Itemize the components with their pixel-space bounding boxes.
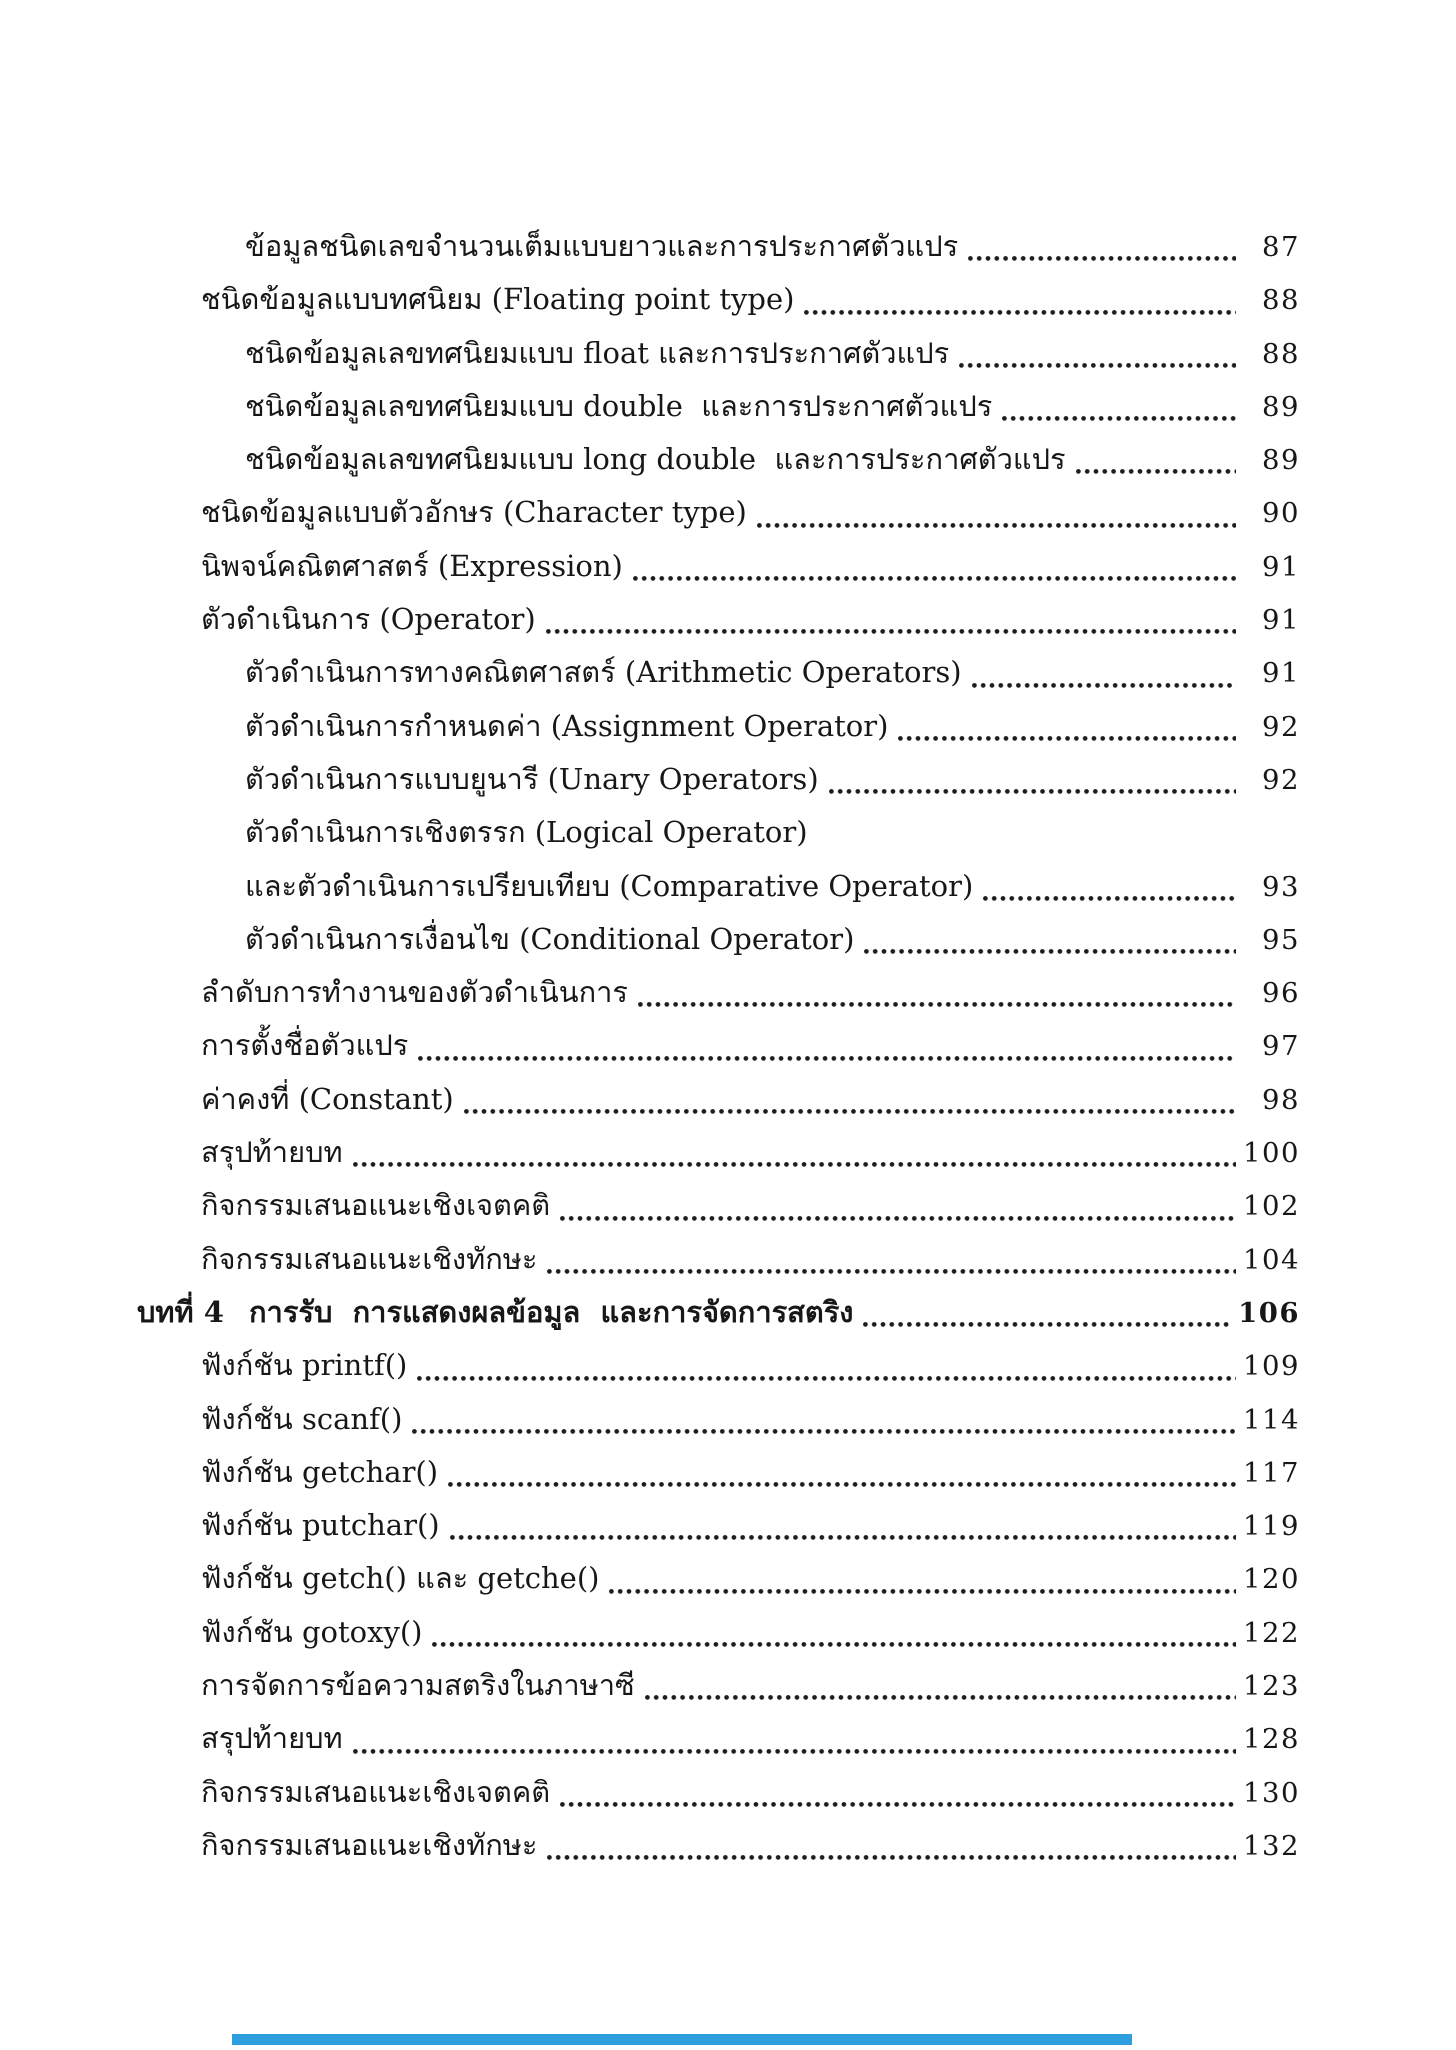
toc-entry-label: และตัวดำเนินการเปรียบเทียบ (Comparative Operator): [245, 868, 974, 903]
toc-entry-label: ตัวดำเนินการทางคณิตศาสตร์ (Arithmetic Operators): [245, 655, 962, 690]
dot-leader: [898, 736, 1236, 741]
toc-page-number: 120: [1243, 1563, 1300, 1596]
dot-leader: [547, 1269, 1236, 1274]
toc-page-number: 132: [1243, 1829, 1300, 1862]
toc-entry-label: สรุปท้ายบท: [201, 1135, 343, 1170]
toc-entry-label: สรุปท้ายบท: [201, 1721, 343, 1756]
toc-page-number: 119: [1243, 1510, 1300, 1543]
toc-page-number: 88: [1262, 284, 1300, 317]
toc-list: [137, 220, 1300, 1872]
toc-row: [137, 1819, 1300, 1872]
dot-leader: [959, 363, 1236, 368]
dot-leader: [1076, 469, 1236, 474]
toc-entry-label: ตัวดำเนินการเชิงตรรก (Logical Operator): [245, 815, 808, 850]
toc-row: [137, 1446, 1300, 1499]
toc-page-number: 87: [1262, 231, 1300, 263]
toc-page-number: 109: [1243, 1350, 1300, 1383]
toc-entry-label: ตัวดำเนินการ (Operator): [201, 602, 536, 637]
toc-page-number: 90: [1262, 497, 1300, 530]
chapter-number-label: บทที่ 4: [137, 1294, 224, 1329]
toc-page-number: 128: [1243, 1723, 1300, 1756]
toc-entry-label: กิจกรรมเสนอแนะเชิงเจตคติ: [201, 1774, 551, 1809]
dot-leader: [633, 576, 1236, 581]
dot-leader: [546, 629, 1236, 634]
dot-leader: [757, 523, 1236, 528]
dot-leader: [609, 1589, 1236, 1594]
toc-row: [137, 700, 1300, 753]
toc-row: [137, 433, 1300, 486]
toc-row: [137, 1659, 1300, 1712]
toc-row: [137, 1126, 1300, 1179]
toc-entry-label: ชนิดข้อมูลแบบตัวอักษร (Character type): [201, 495, 747, 530]
toc-page-number: 97: [1262, 1030, 1300, 1063]
toc-row: [137, 1766, 1300, 1819]
dot-leader: [547, 1855, 1236, 1860]
dot-leader: [864, 949, 1236, 954]
toc-entry-label: ชนิดข้อมูลเลขทศนิยมแบบ float และการประกาศตัวแปร: [245, 335, 950, 370]
toc-page-number: 123: [1243, 1670, 1300, 1703]
toc-entry-label: ชนิดข้อมูลแบบทศนิยม (Floating point type): [201, 282, 795, 317]
toc-entry-label: ชนิดข้อมูลเลขทศนิยมแบบ long double และการประกาศตัวแปร: [245, 442, 1066, 477]
dot-leader: [418, 1056, 1236, 1061]
toc-page-number: 130: [1243, 1776, 1300, 1809]
toc-page-number: 98: [1262, 1083, 1300, 1116]
toc-entry-label: ฟังก์ชัน putchar(): [201, 1508, 440, 1543]
toc-row: [137, 540, 1300, 593]
dot-leader: [829, 789, 1236, 794]
toc-row: [137, 1712, 1300, 1765]
toc-page-number: 92: [1262, 710, 1300, 743]
dot-leader: [353, 1162, 1236, 1167]
toc-row: [137, 1233, 1300, 1286]
dot-leader: [353, 1749, 1236, 1754]
toc-page-number: 89: [1262, 444, 1300, 477]
toc-row: [137, 1552, 1300, 1605]
toc-row: [137, 753, 1300, 806]
toc-row: [137, 220, 1300, 273]
toc-row: [137, 380, 1300, 433]
dot-leader: [638, 1002, 1236, 1007]
toc-entry-label: ฟังก์ชัน printf(): [201, 1348, 408, 1383]
toc-entry-label: กิจกรรมเสนอแนะเชิงทักษะ: [201, 1241, 538, 1276]
dot-leader: [412, 1429, 1236, 1434]
toc-page-number: 91: [1262, 550, 1300, 583]
toc-entry-label: ข้อมูลชนิดเลขจำนวนเต็มแบบยาวและการประกาศตัวแปร: [245, 229, 959, 263]
toc-row: [137, 1499, 1300, 1552]
dot-leader: [863, 1322, 1232, 1327]
toc-row: [137, 327, 1300, 380]
bottom-accent-bar: [232, 2034, 1132, 2045]
toc-entry-label: การตั้งชื่อตัวแปร: [201, 1028, 409, 1063]
toc-page-number: 88: [1262, 337, 1300, 370]
toc-row: [137, 966, 1300, 1019]
dot-leader: [972, 683, 1236, 688]
dot-leader: [432, 1642, 1236, 1647]
toc-row: [137, 646, 1300, 699]
toc-entry-label: ฟังก์ชัน getch() และ getche(): [201, 1561, 600, 1596]
dot-leader: [417, 1376, 1236, 1381]
toc-row: [137, 1339, 1300, 1392]
dot-leader: [448, 1482, 1236, 1487]
dot-leader: [983, 896, 1236, 901]
toc-row: [137, 913, 1300, 966]
toc-row: [137, 1073, 1300, 1126]
toc-entry-label: ฟังก์ชัน gotoxy(): [201, 1614, 423, 1649]
toc-entry-label: ตัวดำเนินการเงื่อนไข (Conditional Operator): [245, 921, 855, 956]
toc-row: [137, 806, 1300, 859]
toc-entry-label: ฟังก์ชัน scanf(): [201, 1401, 403, 1436]
toc-row: [137, 593, 1300, 646]
toc-page-number: 93: [1262, 870, 1300, 903]
toc-entry-label: กิจกรรมเสนอแนะเชิงเจตคติ: [201, 1188, 551, 1223]
dot-leader: [560, 1802, 1236, 1807]
toc-row: [137, 860, 1300, 913]
dot-leader: [968, 256, 1236, 261]
toc-page-number: 100: [1243, 1137, 1300, 1170]
toc-page-number: 102: [1243, 1190, 1300, 1223]
toc-row: [137, 1606, 1300, 1659]
toc-page-number: 92: [1262, 763, 1300, 796]
toc-page-number: 89: [1262, 390, 1300, 423]
toc-entry-label: ชนิดข้อมูลเลขทศนิยมแบบ double และการประกาศตัวแปร: [245, 388, 993, 423]
toc-entry-label: นิพจน์คณิตศาสตร์ (Expression): [201, 548, 623, 583]
dot-leader: [560, 1216, 1236, 1221]
dot-leader: [645, 1695, 1236, 1700]
toc-page-number: 117: [1243, 1456, 1300, 1489]
dot-leader: [1002, 416, 1236, 421]
toc-entry-label: ลำดับการทำงานของตัวดำเนินการ: [201, 975, 628, 1010]
toc-row: [137, 486, 1300, 539]
toc-entry-label: ตัวดำเนินการแบบยูนารี (Unary Operators): [245, 761, 819, 796]
toc-row: [137, 273, 1300, 326]
toc-entry-label: ตัวดำเนินการกำหนดค่า (Assignment Operator): [245, 708, 889, 743]
toc-row: [137, 1179, 1300, 1232]
toc-page-number: 95: [1262, 923, 1300, 956]
toc-page-number: 91: [1262, 657, 1300, 690]
toc-page-number: 96: [1262, 977, 1300, 1010]
toc-page-number: 91: [1262, 604, 1300, 637]
dot-leader: [804, 310, 1236, 315]
toc-chapter-row: [137, 1286, 1300, 1339]
dot-leader: [450, 1535, 1236, 1540]
toc-entry-label: การรับ การแสดงผลข้อมูล และการจัดการสตริง: [249, 1294, 854, 1329]
toc-page-number: 106: [1238, 1296, 1300, 1329]
toc-row: [137, 1019, 1300, 1072]
toc-entry-label: ค่าคงที่ (Constant): [201, 1081, 454, 1116]
toc-row: [137, 1393, 1300, 1446]
dot-leader: [464, 1109, 1236, 1114]
toc-page-number: 114: [1243, 1403, 1300, 1436]
toc-page-number: 104: [1243, 1243, 1300, 1276]
toc-page-number: 122: [1243, 1616, 1300, 1649]
toc-entry-label: กิจกรรมเสนอแนะเชิงทักษะ: [201, 1827, 538, 1862]
toc-entry-label: ฟังก์ชัน getchar(): [201, 1454, 439, 1489]
toc-entry-label: การจัดการข้อความสตริงในภาษาซี: [201, 1668, 635, 1703]
